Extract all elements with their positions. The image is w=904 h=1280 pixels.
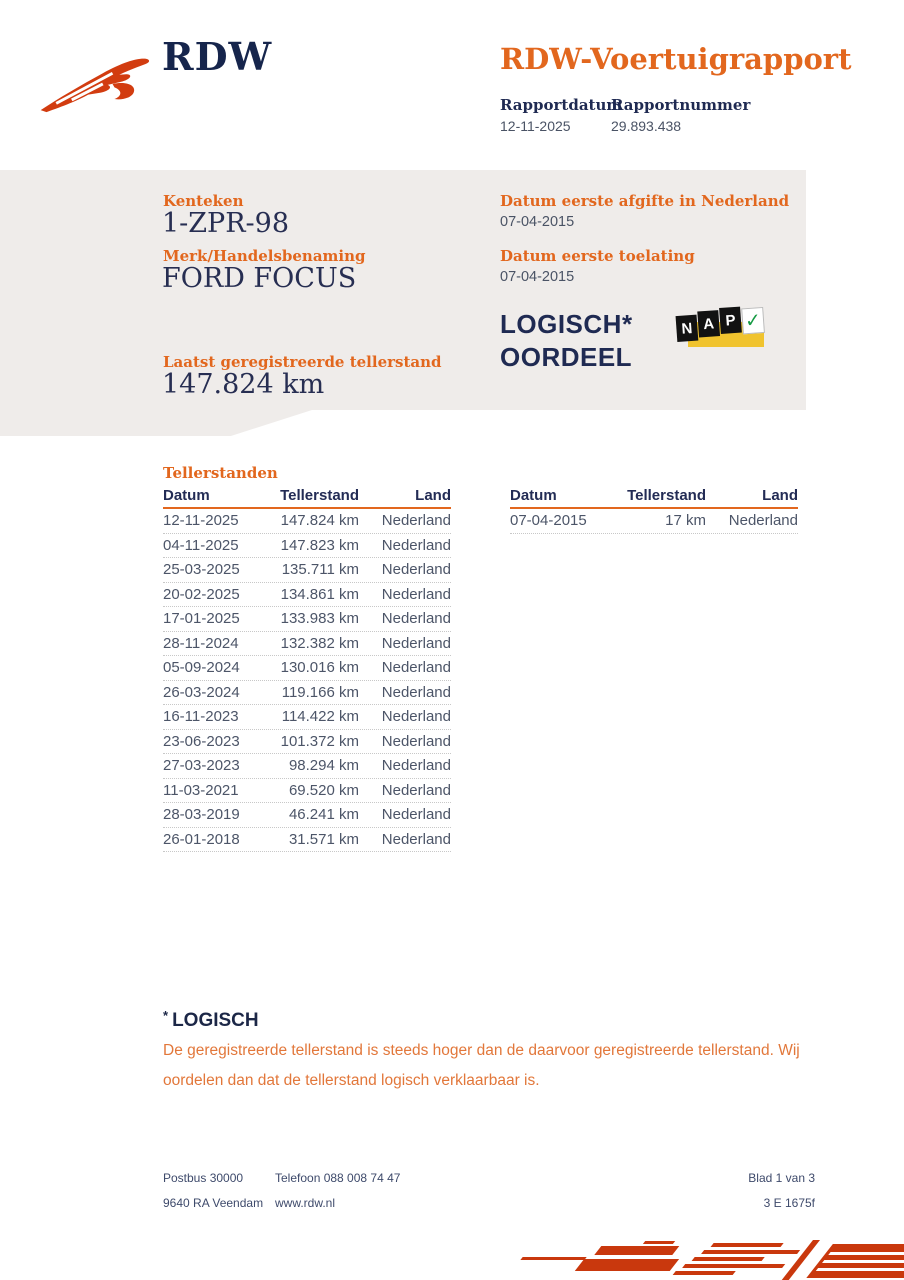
make-model-value: FORD FOCUS <box>162 263 357 294</box>
report-number-value: 29.893.438 <box>611 118 682 134</box>
row-odometer: 31.571 km <box>288 830 359 848</box>
table-row <box>163 534 451 559</box>
row-odometer: 114.422 km <box>281 708 359 726</box>
row-date: 23-06-2023 <box>163 732 240 750</box>
table-row <box>163 583 451 608</box>
row-date: 26-03-2024 <box>163 683 240 701</box>
first-issue-nl-label: Datum eerste afgifte in Nederland <box>500 192 790 210</box>
row-date: 11-03-2021 <box>163 781 239 799</box>
table-row <box>163 779 451 804</box>
first-issue-nl-value: 07-04-2015 <box>500 214 575 230</box>
row-date: 05-09-2024 <box>163 659 240 677</box>
row-odometer: 133.983 km <box>280 610 359 628</box>
table-row <box>163 681 451 706</box>
row-date: 04-11-2025 <box>163 536 239 554</box>
license-plate-label: Kenteken <box>163 192 244 210</box>
footer-page-number: Blad 1 van 3 <box>748 1171 815 1185</box>
verdict-asterisk: * <box>163 1008 169 1023</box>
table-header <box>163 487 451 509</box>
verdict-badge-line1: LOGISCH* <box>500 309 633 339</box>
table-row <box>163 509 451 534</box>
rdw-stripes-graphic <box>508 1240 904 1280</box>
column-header-country: Land <box>762 487 798 504</box>
row-country: Nederland <box>381 610 451 628</box>
table-body <box>510 509 798 534</box>
report-date-label: Rapportdatum <box>500 96 623 114</box>
first-admission-value: 07-04-2015 <box>500 269 575 285</box>
row-odometer: 98.294 km <box>288 757 359 775</box>
row-date: 28-11-2024 <box>163 634 239 652</box>
row-country: Nederland <box>381 806 451 824</box>
row-date: 20-02-2025 <box>163 585 240 603</box>
rdw-wing-logo-icon <box>38 48 156 116</box>
row-country: Nederland <box>381 732 451 750</box>
rdw-logo-text: RDW <box>162 34 273 79</box>
verdict-explanation: De geregistreerde tellerstand is steeds hoger dan de daarvoor geregistreerde tellerstand. Wij oordelen dan dat de tellerstand logisch verklaarbaar is. <box>163 1042 800 1089</box>
column-header-date: Datum <box>510 487 557 504</box>
table-row <box>163 803 451 828</box>
column-header-country: Land <box>415 487 451 504</box>
row-date: 16-11-2023 <box>163 708 239 726</box>
last-odometer-value: 147.824 km <box>162 369 325 400</box>
row-date: 17-01-2025 <box>163 610 240 628</box>
table-row <box>163 705 451 730</box>
table-row <box>163 558 451 583</box>
row-odometer: 132.382 km <box>280 634 359 652</box>
footer-doc-code: 3 E 1675f <box>763 1196 815 1210</box>
odometer-table-left <box>163 487 451 852</box>
odometer-table-right <box>510 487 798 534</box>
row-odometer: 147.823 km <box>280 536 359 554</box>
verdict-badge-line2: OORDEEL <box>500 342 633 372</box>
row-date: 12-11-2025 <box>163 512 239 530</box>
license-plate-value: 1-ZPR-98 <box>162 208 290 239</box>
row-country: Nederland <box>728 512 798 530</box>
footer-address-line1: Postbus 30000 <box>163 1171 244 1185</box>
row-date: 28-03-2019 <box>163 806 240 824</box>
table-row <box>163 730 451 755</box>
row-country: Nederland <box>381 536 451 554</box>
nap-letter-a: A <box>697 310 720 337</box>
footer-address-line2: 9640 RA Veendam <box>163 1196 264 1210</box>
table-row <box>163 754 451 779</box>
last-odometer-label: Laatst geregistreerde tellerstand <box>163 353 442 371</box>
make-model-label: Merk/Handelsbenaming <box>163 247 366 265</box>
column-header-odometer: Tellerstand <box>280 487 359 504</box>
nap-logo <box>676 306 768 352</box>
row-odometer: 119.166 km <box>281 683 359 701</box>
row-country: Nederland <box>381 561 451 579</box>
row-country: Nederland <box>381 634 451 652</box>
row-country: Nederland <box>381 830 451 848</box>
row-odometer: 101.372 km <box>280 732 359 750</box>
table-header <box>510 487 798 509</box>
row-country: Nederland <box>381 708 451 726</box>
row-odometer: 46.241 km <box>288 806 359 824</box>
page-title: RDW-Voertuigrapport <box>500 42 852 76</box>
odometer-section-title: Tellerstanden <box>163 464 278 482</box>
table-row <box>163 828 451 853</box>
row-odometer: 134.861 km <box>280 585 359 603</box>
row-country: Nederland <box>381 757 451 775</box>
row-country: Nederland <box>381 659 451 677</box>
table-row <box>163 632 451 657</box>
column-header-odometer: Tellerstand <box>627 487 706 504</box>
row-odometer: 135.711 km <box>281 561 359 579</box>
row-country: Nederland <box>381 781 451 799</box>
column-header-date: Datum <box>163 487 210 504</box>
row-date: 07-04-2015 <box>510 512 587 530</box>
table-body <box>163 509 451 852</box>
verdict-heading <box>163 1008 259 1032</box>
report-number-label: Rapportnummer <box>611 96 751 114</box>
nap-logo-tiles <box>675 305 765 337</box>
nap-checkmark-icon: ✓ <box>741 307 765 334</box>
row-date: 25-03-2025 <box>163 561 240 579</box>
footer-website: www.rdw.nl <box>275 1196 336 1210</box>
row-country: Nederland <box>381 585 451 603</box>
nap-letter-n: N <box>676 315 699 342</box>
row-odometer: 17 km <box>665 512 706 530</box>
first-admission-label: Datum eerste toelating <box>500 247 695 265</box>
row-odometer: 147.824 km <box>280 512 359 530</box>
verdict-heading-text: LOGISCH <box>172 1010 259 1031</box>
verdict-badge <box>500 308 633 374</box>
footer-phone: Telefoon 088 008 74 47 <box>275 1171 401 1185</box>
report-date-value: 12-11-2025 <box>500 118 571 134</box>
table-row <box>163 656 451 681</box>
summary-panel-notch <box>0 410 312 436</box>
row-date: 27-03-2023 <box>163 757 240 775</box>
table-row <box>510 509 798 534</box>
row-country: Nederland <box>381 683 451 701</box>
nap-letter-p: P <box>719 307 742 334</box>
row-country: Nederland <box>381 512 451 530</box>
row-odometer: 130.016 km <box>280 659 359 677</box>
row-odometer: 69.520 km <box>288 781 359 799</box>
table-row <box>163 607 451 632</box>
row-date: 26-01-2018 <box>163 830 240 848</box>
